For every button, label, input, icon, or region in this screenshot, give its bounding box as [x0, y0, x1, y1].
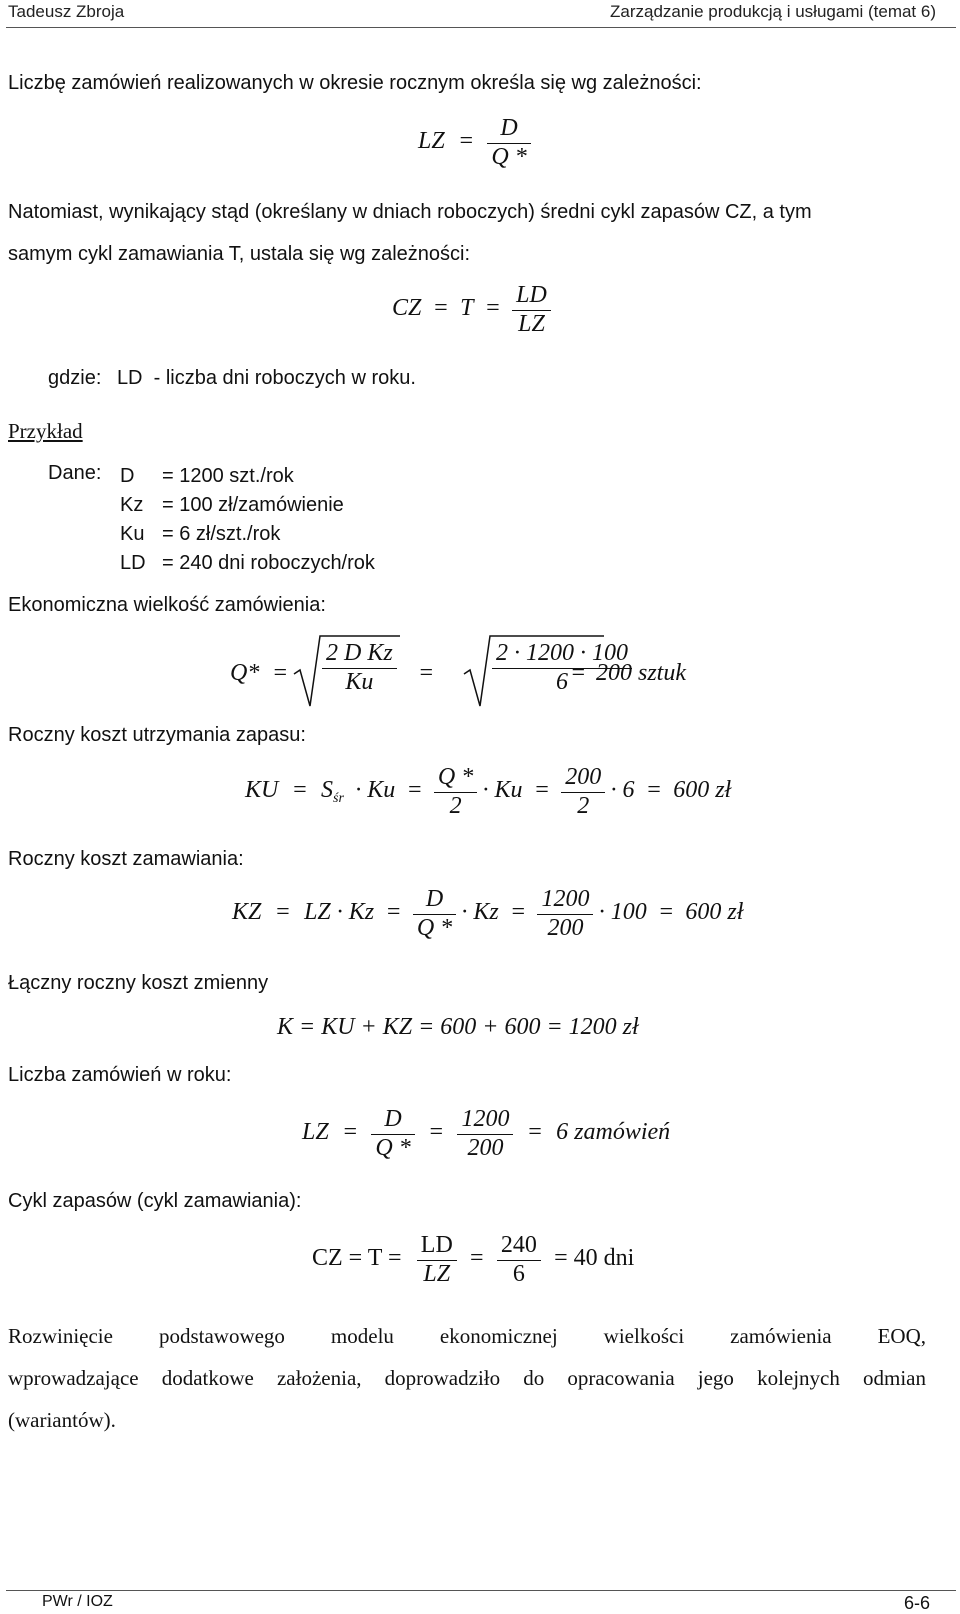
given-row: [120, 462, 375, 491]
fraction-denominator: 2: [577, 792, 590, 819]
given-symbol: Ku: [120, 523, 145, 545]
formula-lz-example: LZ = $\frac{D}{Q *}$ = $\frac{1200}{200}$ = 6 zamówień: [302, 1106, 671, 1161]
given-symbol: D: [120, 465, 135, 487]
paragraph-cycle-line1: Natomiast, wynikający stąd (określany w dniach roboczych) średni cykl zapasów CZ, a tym: [8, 201, 812, 223]
paragraph-final-line3: (wariantów).: [8, 1408, 116, 1432]
formula-k: K = KU + KZ = 600 + 600 = 1200 zł: [277, 1014, 639, 1040]
formula-cz: [392, 282, 551, 338]
fraction-numerator: D: [371, 1106, 414, 1135]
formula-term: T: [460, 294, 474, 321]
formula-result: 600 zł: [673, 776, 732, 803]
given-row: [120, 491, 375, 520]
formula-equals: =: [272, 660, 289, 686]
formula-cz-example: CZ = T = $\frac{LD}{LZ}$ = $\frac{240}{6}$ = 40 dni: [312, 1232, 635, 1287]
formula-lhs: LZ: [302, 1118, 329, 1145]
fraction-denominator: Q *: [375, 1134, 411, 1161]
formula-lhs: KU: [245, 776, 279, 803]
paragraph-final-line2: wprowadzające dodatkowe założenia, doprowadziło do opracowania jego kolejnych odmian: [8, 1366, 926, 1390]
fraction-numerator: LD: [417, 1232, 457, 1261]
fraction-numerator: 2 · 1200 · 100: [492, 640, 632, 669]
section-k: Łączny roczny koszt zmienny: [8, 972, 269, 994]
formula-kz: KZ = LZ · Kz = $\frac{D}{Q *}$ · Kz = $\frac{1200}{200}$ · 100 = 600 zł: [232, 886, 744, 941]
kz-fraction-numeric: [537, 886, 593, 942]
formula-equals: =: [432, 294, 449, 321]
fraction-numerator: LD: [512, 282, 551, 311]
given-label: Dane:: [48, 462, 102, 484]
formula-result: 200 sztuk: [596, 660, 686, 686]
formula-ku: KU = $S_{śr} \cdot Ku$ = $\frac{Q *}{2}$ · Ku = $\frac{200}{2}$ · 6 = 600 zł: [245, 764, 732, 819]
formula-lhs: Q*: [230, 660, 260, 686]
formula-result: = 40 dni: [554, 1244, 635, 1271]
given-symbol: LD: [120, 552, 146, 574]
formula-equals: =: [418, 660, 435, 686]
formula-term: · 100: [598, 898, 647, 925]
eoq-fraction-symbolic: [322, 640, 397, 696]
definition-gdzie: [48, 367, 416, 390]
fraction-numerator: Q *: [434, 764, 477, 793]
fraction-numerator: 1200: [457, 1106, 513, 1135]
given-list: [120, 462, 375, 578]
fraction-numerator: 240: [497, 1232, 541, 1261]
ku-fraction-symbolic: [434, 764, 477, 820]
given-value: = 100 zł/zamówienie: [162, 494, 344, 516]
definition-text: LD - liczba dni roboczych w roku.: [116, 367, 416, 389]
fraction-denominator: 6: [556, 668, 568, 695]
paragraph-final-line1: Rozwinięcie podstawowego modelu ekonomicznej wielkości zamówienia EOQ,: [8, 1324, 926, 1348]
definition-label: gdzie:: [48, 367, 102, 389]
page-header: [0, 0, 960, 30]
formula-fraction: [487, 115, 530, 171]
paragraph-orders: Liczbę zamówień realizowanych w okresie rocznym określa się wg zależności:: [8, 72, 702, 94]
given-symbol: Kz: [120, 494, 144, 516]
fraction-numerator: D: [413, 886, 456, 915]
fraction-denominator: 6: [512, 1260, 525, 1287]
fraction-denominator: 200: [547, 914, 584, 941]
fraction-denominator: 2: [449, 792, 462, 819]
formula-lhs: CZ = T =: [312, 1244, 402, 1271]
formula-lhs: CZ: [392, 294, 422, 321]
lz-fraction-numeric: [457, 1106, 513, 1162]
given-row: [120, 549, 375, 578]
fraction-numerator: D: [487, 115, 530, 144]
formula-term: · Kz: [461, 898, 499, 925]
formula-lhs: KZ: [232, 898, 262, 925]
formula-result: 600 zł: [685, 898, 744, 925]
fraction-denominator: LZ: [518, 310, 545, 337]
section-cz: Cykl zapasów (cykl zamawiania):: [8, 1190, 302, 1212]
formula-equals: =: [570, 660, 587, 686]
given-value: = 240 dni roboczych/rok: [162, 552, 375, 574]
header-author: Tadeusz Zbroja: [8, 2, 125, 21]
formula-lz: [418, 115, 531, 171]
footer-divider: [6, 1590, 956, 1591]
cz-fraction-numeric: [497, 1232, 541, 1288]
given-value: = 6 zł/szt./rok: [162, 523, 281, 545]
example-title: Przykład: [8, 419, 83, 443]
fraction-denominator: LZ: [423, 1260, 451, 1287]
formula-lhs: LZ: [418, 127, 445, 154]
section-ku: Roczny koszt utrzymania zapasu:: [8, 724, 306, 746]
given-row: [120, 520, 375, 549]
cz-fraction-symbolic: [417, 1232, 457, 1288]
ku-fraction-numeric: [561, 764, 605, 820]
fraction-numerator: 1200: [537, 886, 593, 915]
formula-equals: =: [457, 127, 475, 154]
formula-result: 6 zamówień: [556, 1118, 671, 1145]
paragraph-cycle-line2: samym cykl zamawiania T, ustala się wg zależności:: [8, 243, 471, 265]
formula-term: LZ · Kz: [304, 898, 375, 925]
formula-equals: =: [484, 294, 501, 321]
fraction-denominator: Q *: [416, 914, 453, 941]
formula-term: S: [321, 776, 334, 803]
section-eoq: Ekonomiczna wielkość zamówienia:: [8, 594, 326, 616]
section-kz: Roczny koszt zamawiania:: [8, 848, 244, 870]
fraction-denominator: Ku: [345, 668, 374, 695]
section-lz: Liczba zamówień w roku:: [8, 1064, 232, 1086]
kz-fraction-symbolic: [413, 886, 456, 942]
lz-fraction-symbolic: [371, 1106, 414, 1162]
header-divider: [6, 27, 956, 28]
fraction-numerator: 200: [561, 764, 605, 793]
footer-page-number: 6-6: [903, 1593, 930, 1613]
header-course-title: Zarządzanie produkcją i usługami (temat 6): [610, 2, 936, 21]
formula-term: · Ku: [355, 776, 396, 803]
formula-fraction: [512, 282, 551, 338]
fraction-denominator: 200: [467, 1134, 504, 1161]
fraction-numerator: 2 D Kz: [322, 640, 397, 669]
formula-subscript: śr: [333, 791, 344, 807]
footer-institution: PWr / IOZ: [42, 1593, 113, 1610]
formula-term: · 6: [610, 776, 635, 803]
formula-term: · Ku: [482, 776, 523, 803]
fraction-denominator: Q *: [491, 143, 527, 170]
given-value: = 1200 szt./rok: [162, 465, 294, 487]
